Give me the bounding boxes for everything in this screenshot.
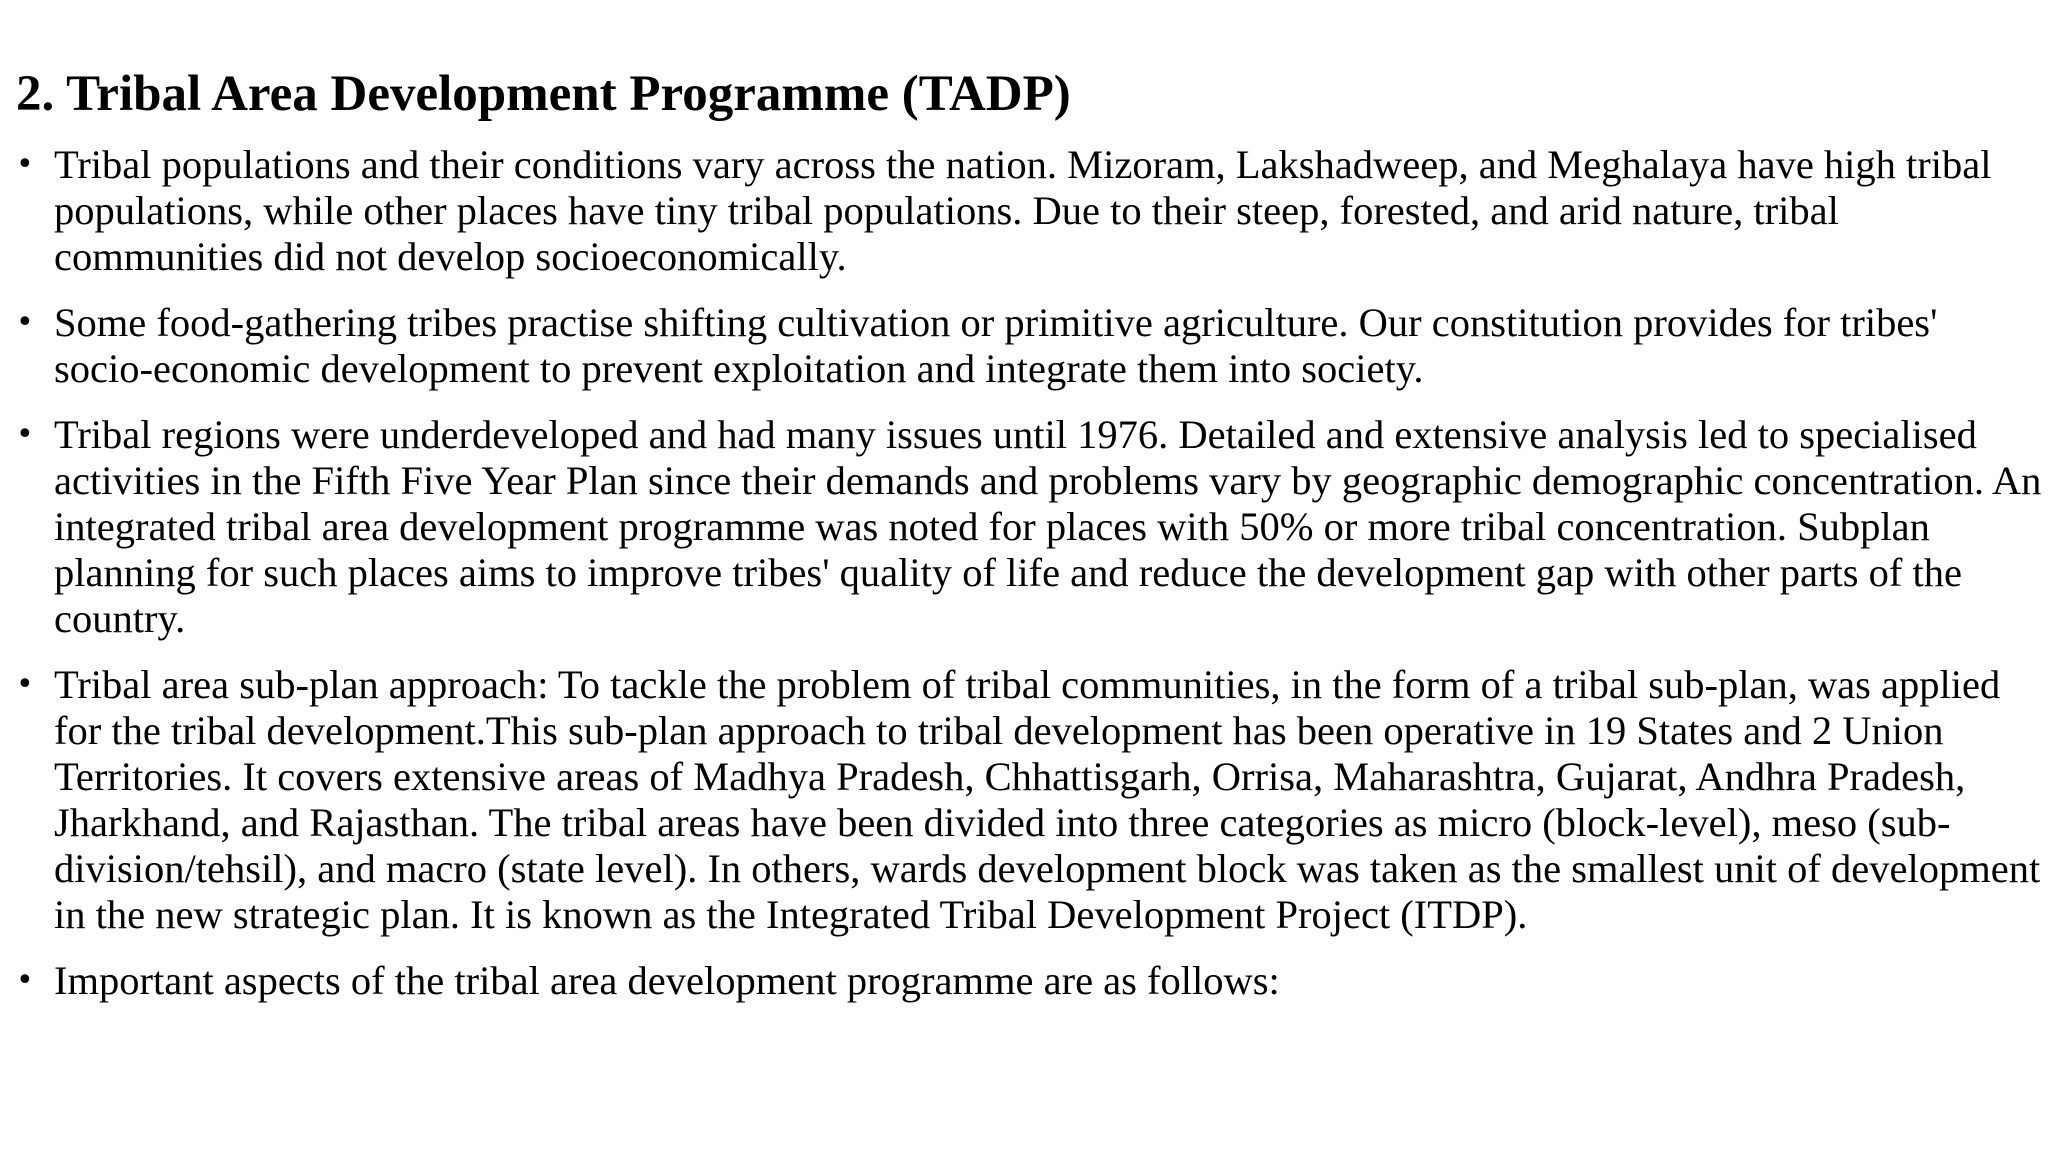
slide-title: 2. Tribal Area Development Programme (TADP) (16, 66, 1071, 122)
bullet-item: • Tribal populations and their conditions vary across the nation. Mizoram, Lakshadweep, and Meghalaya have high tribal populations, while other places have tiny tribal populations. Due to their steep, forested, and arid nature, tribal communities did not develop socioeconomically. (16, 142, 2046, 280)
bullet-item: • Important aspects of the tribal area development programme are as follows: (16, 958, 2046, 1004)
bullet-item: • Tribal regions were underdeveloped and had many issues until 1976. Detailed and extensive analysis led to specialised activities in the Fifth Five Year Plan since their demands and problems vary by geographic demographic concentration. An integrated tribal area development programme was noted for places with 50% or more tribal concentration. Subplan planning for such places aims to improve tribes' quality of life and reduce the development gap with other parts of the country. (16, 412, 2046, 642)
bullet-item: • Tribal area sub-plan approach: To tackle the problem of tribal communities, in the form of a tribal sub-plan, was applied for the tribal development.This sub-plan approach to tribal development has been operative in 19 States and 2 Union Territories. It covers extensive areas of Madhya Pradesh, Chhattisgarh, Orrisa, Maharashtra, Gujarat, Andhra Pradesh, Jharkhand, and Rajasthan. The tribal areas have been divided into three categories as micro (block-level), meso (sub-division/tehsil), and macro (state level). In others, wards development block was taken as the smallest unit of development in the new strategic plan. It is known as the Integrated Tribal Development Project (ITDP). (16, 662, 2046, 938)
bullet-list (16, 142, 2046, 1004)
bullet-item: • Some food-gathering tribes practise shifting cultivation or primitive agriculture. Our constitution provides for tribes' socio-economic development to prevent exploitation and integrate them into society. (16, 300, 2046, 392)
